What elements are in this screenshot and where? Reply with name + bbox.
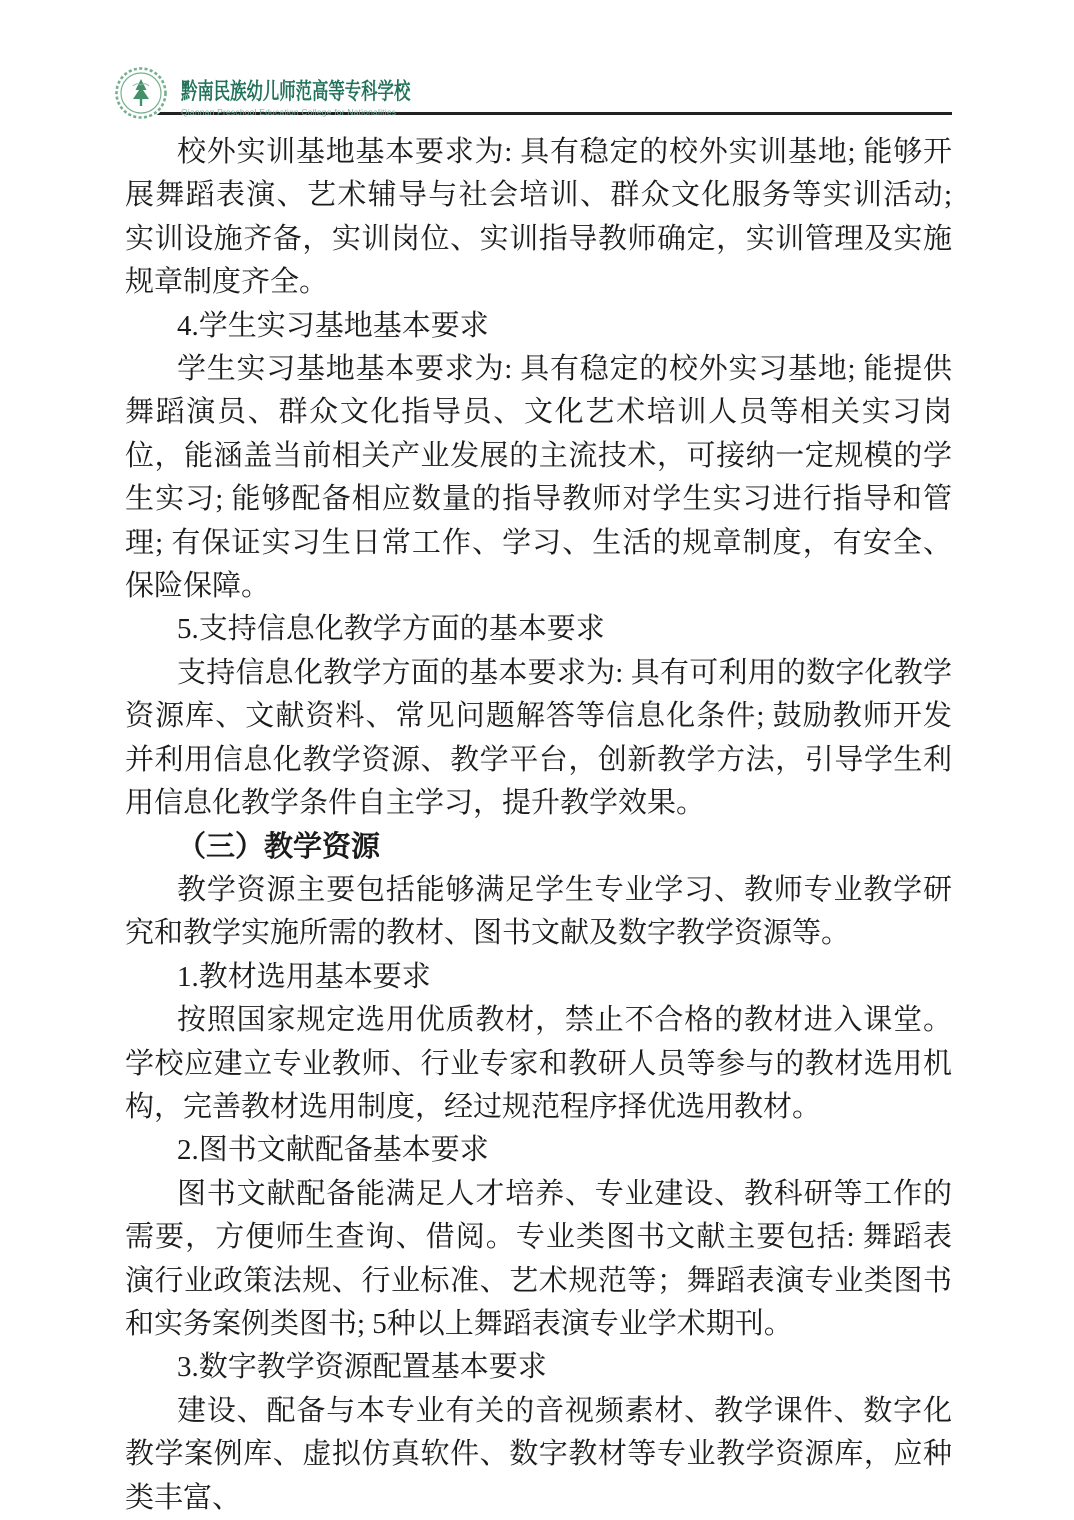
heading-student-internship-base: 4.学生实习基地基本要求: [177, 309, 489, 342]
paragraph-library-literature: 图书文献配备能满足人才培养、专业建设、教科研等工作的需要，方便师生查询、借阅。专业类图书文献主要包括: 舞蹈表演行业政策法规、行业标准、艺术规范等；舞蹈表演专业类图书和实务案例类图书; 5种以上舞蹈表演专业学术期刊。: [125, 1177, 952, 1340]
paragraph-student-internship-base: 学生实习基地基本要求为: 具有稳定的校外实习基地; 能提供舞蹈演员、群众文化指导员、文化艺术培训人员等相关实习岗位，能涵盖当前相关产业发展的主流技术，可接纳一定规模的学生实习; 能够配备相应数量的指导教师对学生实习进行指导和管理; 有保证实习生日常工作、学习、生活的规章制度，有安全、保险保障。: [125, 353, 952, 603]
paragraph-teaching-resources-intro: 教学资源主要包括能够满足学生专业学习、教师专业教学研究和教学实施所需的教材、图书文献及数字教学资源等。: [125, 873, 952, 950]
heading-informatized-teaching: 5.支持信息化教学方面的基本要求: [177, 613, 605, 646]
paragraph-digital-resources: 建设、配备与本专业有关的音视频素材、教学课件、数字化教学案例库、虚拟仿真软件、数字教材等专业教学资源库，应种类丰富、: [125, 1394, 952, 1514]
paragraph-informatized-teaching: 支持信息化教学方面的基本要求为: 具有可利用的数字化教学资源库、文献资料、常见问题解答等信息化条件; 鼓励教师开发并利用信息化教学资源、教学平台，创新教学方法，引导学生利用信息化教学条件自主学习，提升教学效果。: [125, 656, 952, 820]
paragraph-textbook-selection: 按照国家规定选用优质教材，禁止不合格的教材进入课堂。学校应建立专业教师、行业专家和教研人员等参与的教材选用机构，完善教材选用制度，经过规范程序择优选用教材。: [125, 1004, 952, 1123]
document-body: [125, 131, 952, 1520]
college-logo-text: [181, 66, 475, 117]
college-name-en: Qiannan Preschool Education College for Nationalities: [181, 107, 397, 117]
college-name-zh: 黔南民族幼儿师范高等专科学校: [181, 78, 411, 105]
section-heading-teaching-resources: （三）教学资源: [177, 830, 381, 863]
heading-library-literature: 2.图书文献配备基本要求: [177, 1134, 489, 1167]
college-emblem-icon: [114, 66, 168, 120]
college-logo: [114, 66, 475, 120]
heading-textbook-selection: 1.教材选用基本要求: [177, 960, 431, 993]
heading-digital-resources: 3.数字教学资源配置基本要求: [177, 1351, 547, 1384]
paragraph-offcampus-training-base: 校外实训基地基本要求为: 具有稳定的校外实训基地; 能够开展舞蹈表演、艺术辅导与社会培训、群众文化服务等实训活动; 实训设施齐备，实训岗位、实训指导教师确定，实训管理及实施规章制度齐全。: [125, 136, 952, 299]
